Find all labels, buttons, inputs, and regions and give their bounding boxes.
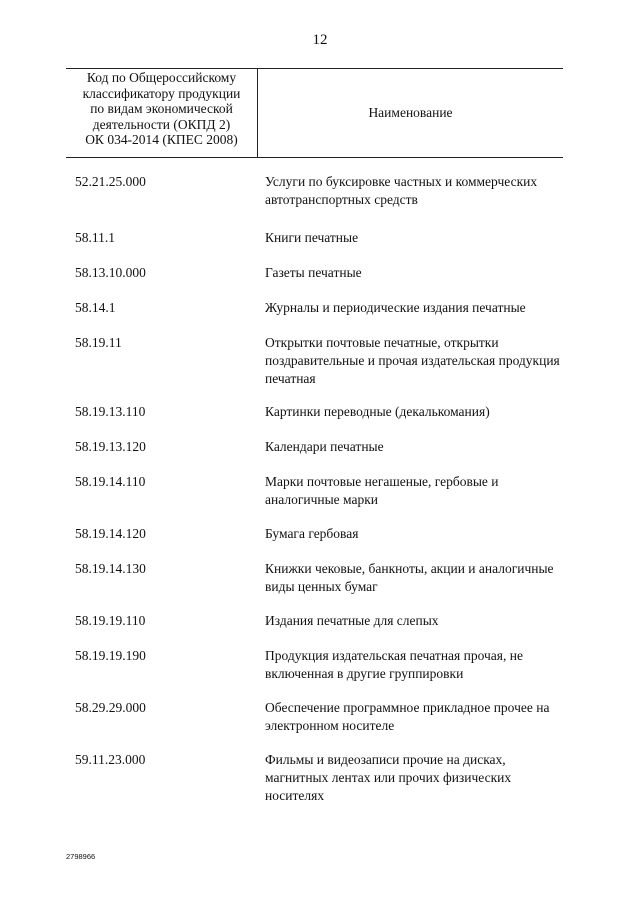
row-code: 58.19.14.130 xyxy=(75,561,146,576)
table-row xyxy=(0,612,640,647)
table-row xyxy=(0,560,640,612)
row-name: Бумага гербовая xyxy=(265,526,359,541)
row-code: 58.13.10.000 xyxy=(75,265,146,280)
page-number: 12 xyxy=(312,32,328,48)
table-row xyxy=(0,299,640,334)
row-name: Обеспечение программное прикладное прочее на электронном носителе xyxy=(265,700,550,733)
row-code: 58.19.13.120 xyxy=(75,439,146,454)
row-code: 58.19.19.190 xyxy=(75,648,146,663)
row-code: 58.19.11 xyxy=(75,335,122,350)
row-name: Картинки переводные (декалькомания) xyxy=(265,404,490,419)
row-name: Газеты печатные xyxy=(265,265,362,280)
table-row xyxy=(0,403,640,438)
row-code: 58.19.19.110 xyxy=(75,613,146,628)
row-name: Продукция издательская печатная прочая, не включенная в другие группировки xyxy=(265,648,523,681)
row-code: 58.19.14.120 xyxy=(75,526,146,541)
header-code-column: Код по Общероссийскому классификатору продукции по видам экономической деятельности (ОКПД 2) ОК 034-2014 (КПЕС 2008) xyxy=(66,69,258,157)
table-row xyxy=(0,334,640,403)
header-name-column: Наименование xyxy=(368,105,453,120)
row-name: Книжки чековые, банкноты, акции и аналогичные виды ценных бумаг xyxy=(265,561,554,594)
table-row xyxy=(0,473,640,525)
table-row xyxy=(0,264,640,299)
table-row xyxy=(0,438,640,473)
table-row xyxy=(0,229,640,264)
row-name: Услуги по буксировке частных и коммерческих автотранспортных средств xyxy=(265,174,538,207)
document-id: 2798966 xyxy=(66,852,96,861)
table-body xyxy=(0,173,640,811)
row-code: 58.29.29.000 xyxy=(75,700,146,715)
table-row xyxy=(0,173,640,229)
row-name: Книги печатные xyxy=(265,230,359,245)
row-name: Издания печатные для слепых xyxy=(265,613,439,628)
row-code: 58.14.1 xyxy=(75,300,116,315)
row-name: Календари печатные xyxy=(265,439,384,454)
row-name: Марки почтовые негашеные, гербовые и аналогичные марки xyxy=(265,474,499,507)
row-code: 59.11.23.000 xyxy=(75,752,146,767)
row-code: 58.19.14.110 xyxy=(75,474,146,489)
table-row xyxy=(0,647,640,699)
table-row xyxy=(0,751,640,811)
row-name: Журналы и периодические издания печатные xyxy=(265,300,526,315)
table-row xyxy=(0,525,640,560)
row-name: Открытки почтовые печатные, открытки поздравительные и прочая издательская продукция печатная xyxy=(265,335,560,386)
row-code: 52.21.25.000 xyxy=(75,174,146,189)
table-row xyxy=(0,699,640,751)
table-header xyxy=(66,68,563,158)
row-code: 58.19.13.110 xyxy=(75,404,146,419)
row-name: Фильмы и видеозаписи прочие на дисках, магнитных лентах или прочих физических носителях xyxy=(265,752,512,803)
row-code: 58.11.1 xyxy=(75,230,115,245)
